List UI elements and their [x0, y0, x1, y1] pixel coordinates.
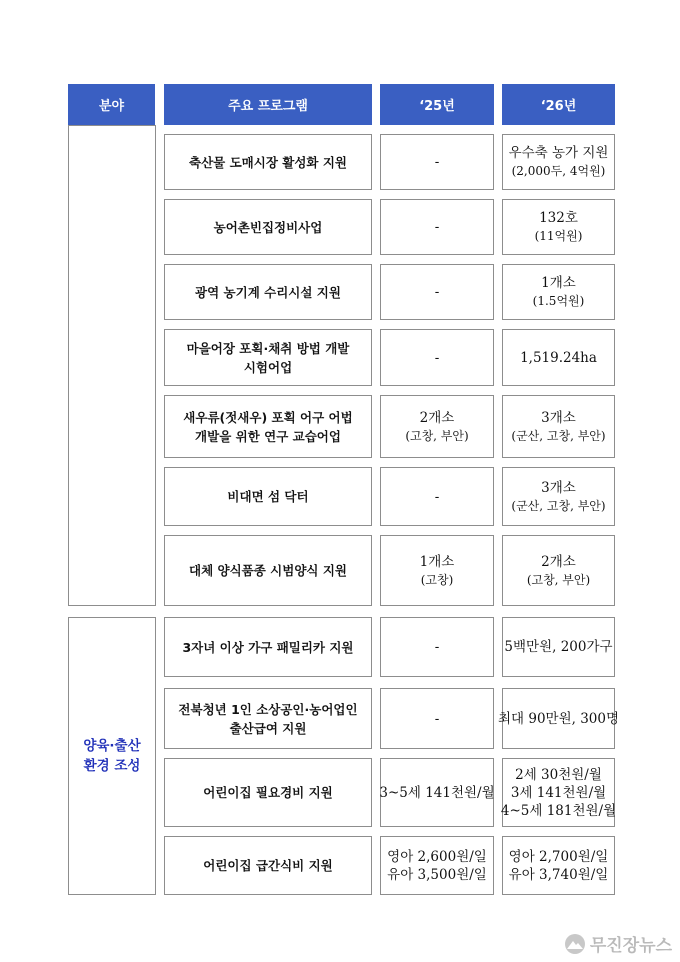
header-2025: ‘25년 [380, 84, 494, 125]
table-cell-y25 [380, 134, 494, 190]
cell-text: 유아 3,500원/일 [387, 866, 487, 883]
header-2026: ‘26년 [502, 84, 615, 125]
cell-text: 새우류(젓새우) 포획 어구 어법 [183, 409, 353, 425]
table-cell-program [164, 134, 372, 190]
table-cell-y26 [502, 329, 615, 386]
cell-text: 3자녀 이상 가구 패밀리카 지원 [182, 639, 354, 655]
table-cell-program [164, 758, 372, 827]
table-cell-y26 [502, 836, 615, 895]
cell-text: 1,519.24ha [520, 349, 597, 366]
table-cell-y25 [380, 617, 494, 677]
cell-text: 2개소 [541, 553, 576, 570]
table-cell-program [164, 836, 372, 895]
cell-text: 광역 농기계 수리시설 지원 [195, 284, 341, 300]
cell-text: 영아 2,600원/일 [387, 848, 487, 865]
cell-text: 2세 30천원/월 [515, 766, 602, 783]
cell-text: 비대면 섬 닥터 [227, 489, 309, 504]
watermark [564, 931, 672, 956]
table-cell-program [164, 467, 372, 526]
cell-text: (고창, 부안) [526, 572, 591, 587]
cell-text: 마을어장 포획·채취 방법 개발 [186, 340, 350, 356]
table-cell-program [164, 199, 372, 255]
cell-text: 최대 90만원, 300명 [497, 710, 620, 727]
cell-text: 3개소 [541, 409, 576, 426]
cell-text: (11억원) [534, 229, 583, 243]
table-cell-y25 [380, 395, 494, 458]
table-cell-y25 [380, 758, 494, 827]
cell-text: 출산급여 지원 [229, 720, 307, 736]
header-program: 주요 프로그램 [164, 84, 372, 125]
table-cell-y26 [502, 134, 615, 190]
mountain-logo-icon [564, 933, 586, 955]
cell-text: 3세 141천원/월 [510, 784, 607, 801]
table-cell-y25 [380, 264, 494, 320]
table-cell-y25 [380, 467, 494, 526]
cell-text: 3~5세 141천원/월 [379, 784, 495, 801]
cell-text: 어린이집 필요경비 지원 [203, 785, 333, 800]
cell-text: 개발을 위한 연구 교습어업 [195, 428, 341, 444]
cell-text: 우수축 농가 지원 [508, 145, 609, 161]
cell-text: 132호 [539, 210, 578, 226]
table-cell-program [164, 329, 372, 386]
category-cell-1 [68, 125, 156, 606]
table-cell-program [164, 617, 372, 677]
table-cell-y25 [380, 535, 494, 606]
cell-text: 시험어업 [243, 359, 293, 375]
table-cell-y25 [380, 688, 494, 749]
cell-text: 유아 3,740원/일 [508, 866, 609, 883]
cell-text: - [434, 710, 440, 727]
table-cell-y26 [502, 535, 615, 606]
cell-text: - [434, 488, 440, 505]
cell-text: - [434, 349, 440, 366]
cell-text: (군산, 고창, 부안) [511, 498, 606, 513]
cell-text: (2,000두, 4억원) [511, 164, 606, 178]
table-cell-program [164, 535, 372, 606]
table-cell-y25 [380, 836, 494, 895]
cell-text: 농어촌빈집정비사업 [213, 219, 323, 235]
cell-text: (고창, 부안) [405, 428, 469, 443]
cell-text: 대체 양식품종 시범양식 지원 [189, 563, 347, 578]
cell-text: 4~5세 181천원/월 [500, 802, 617, 819]
category-label-line2: 환경 조성 [83, 758, 141, 774]
table-cell-y26 [502, 264, 615, 320]
table-cell-y25 [380, 199, 494, 255]
cell-text: (1.5억원) [532, 294, 585, 308]
cell-text: - [434, 284, 440, 300]
table-cell-y26 [502, 395, 615, 458]
cell-text: (고창) [420, 572, 454, 587]
cell-text: - [434, 154, 440, 170]
cell-text: 3개소 [541, 479, 576, 496]
table-cell-y25 [380, 329, 494, 386]
table-cell-y26 [502, 467, 615, 526]
cell-text: (군산, 고창, 부안) [511, 428, 606, 443]
table-cell-program [164, 264, 372, 320]
category-cell-2 [68, 617, 156, 895]
cell-text: 1개소 [419, 553, 455, 570]
cell-text: 축산물 도매시장 활성화 지원 [189, 154, 347, 170]
category-label-line1: 양육·출산 [83, 738, 141, 754]
table-cell-program [164, 395, 372, 458]
table-cell-program [164, 688, 372, 749]
watermark-text: 무진장뉴스 [589, 936, 672, 956]
header-field: 분야 [68, 84, 155, 125]
table-cell-y26 [502, 758, 615, 827]
cell-text: 5백만원, 200가구 [504, 639, 613, 655]
cell-text: 1개소 [541, 275, 576, 291]
table-cell-y26 [502, 199, 615, 255]
cell-text: 어린이집 급간식비 지원 [203, 858, 333, 873]
cell-text: 전북청년 1인 소상공인·농어업인 [178, 701, 358, 717]
cell-text: 영아 2,700원/일 [508, 848, 609, 865]
cell-text: 2개소 [419, 409, 455, 426]
table-cell-y26 [497, 688, 620, 749]
table-cell-y26 [502, 617, 615, 677]
cell-text: - [434, 639, 440, 655]
cell-text: - [434, 219, 440, 235]
